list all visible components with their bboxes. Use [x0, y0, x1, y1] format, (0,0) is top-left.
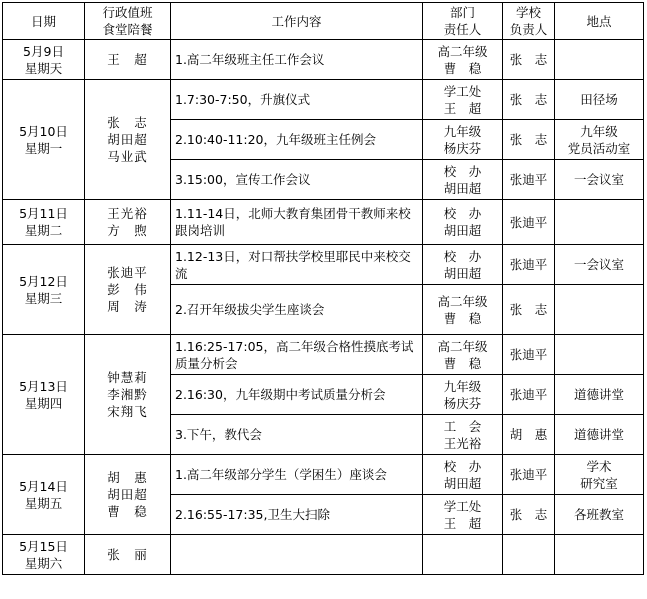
duty-staff-cell: 王 超	[85, 40, 171, 80]
header-place	[555, 3, 644, 40]
location-cell: 各班教室	[555, 495, 644, 535]
work-content-cell: 2.召开年级拔尖学生座谈会	[171, 285, 423, 335]
date-cell: 5月15日 星期六	[3, 535, 85, 575]
work-content-cell: 3.下午，教代会	[171, 415, 423, 455]
header-date	[3, 3, 85, 40]
school-responsible-cell	[503, 535, 555, 575]
work-content-cell	[171, 535, 423, 575]
header-school	[503, 3, 555, 40]
dept-responsible-cell: 高二年级 曹 稳	[423, 285, 503, 335]
location-cell: 九年级 党员活动室	[555, 120, 644, 160]
header-date-text: 日期	[30, 13, 56, 29]
date-cell: 5月11日 星期二	[3, 200, 85, 245]
work-content-cell: 2.16:55-17:35,卫生大扫除	[171, 495, 423, 535]
duty-staff-cell: 张迪平 彭 伟 周 涛	[85, 245, 171, 335]
table-row	[3, 200, 644, 245]
work-content-cell: 2.16:30，九年级期中考试质量分析会	[171, 375, 423, 415]
work-content-cell: 2.10:40-11:20，九年级班主任例会	[171, 120, 423, 160]
dept-responsible-cell: 九年级 杨庆芬	[423, 120, 503, 160]
school-responsible-cell: 张 志	[503, 285, 555, 335]
school-responsible-cell: 张 志	[503, 120, 555, 160]
table-row	[3, 245, 644, 285]
table-row	[3, 40, 644, 80]
location-cell	[555, 285, 644, 335]
school-responsible-cell: 张 志	[503, 80, 555, 120]
duty-staff-cell: 王光裕 方 煦	[85, 200, 171, 245]
date-cell: 5月13日 星期四	[3, 335, 85, 455]
location-cell: 田径场	[555, 80, 644, 120]
work-content-cell: 3.15:00，宣传工作会议	[171, 160, 423, 200]
dept-responsible-cell	[423, 535, 503, 575]
dept-responsible-cell: 校 办 胡田超	[423, 455, 503, 495]
header-place-text: 地点	[586, 13, 612, 29]
header-dept-text: 部门 责任人	[443, 5, 482, 37]
school-responsible-cell: 张迪平	[503, 375, 555, 415]
dept-responsible-cell: 高二年级 曹 稳	[423, 335, 503, 375]
duty-staff-cell: 张 志 胡田超 马业武	[85, 80, 171, 200]
dept-responsible-cell: 校 办 胡田超	[423, 200, 503, 245]
work-content-cell: 1.高二年级班主任工作会议	[171, 40, 423, 80]
duty-staff-cell: 钟慧莉 李湘黔 宋翔飞	[85, 335, 171, 455]
date-cell: 5月9日 星期天	[3, 40, 85, 80]
dept-responsible-cell: 高二年级 曹 稳	[423, 40, 503, 80]
header-duty-text: 行政值班 食堂陪餐	[102, 5, 153, 37]
header-dept	[423, 3, 503, 40]
school-responsible-cell: 张迪平	[503, 245, 555, 285]
table-row	[3, 335, 644, 375]
header-row	[3, 3, 644, 40]
duty-staff-cell: 张 丽	[85, 535, 171, 575]
weekly-schedule-table	[2, 2, 644, 575]
location-cell: 道德讲堂	[555, 375, 644, 415]
table-row	[3, 455, 644, 495]
work-content-cell: 1.16:25-17:05，高二年级合格性摸底考试质量分析会	[171, 335, 423, 375]
header-duty	[85, 3, 171, 40]
dept-responsible-cell: 九年级 杨庆芬	[423, 375, 503, 415]
location-cell	[555, 535, 644, 575]
school-responsible-cell: 张迪平	[503, 160, 555, 200]
school-responsible-cell: 张迪平	[503, 455, 555, 495]
school-responsible-cell: 张 志	[503, 495, 555, 535]
table-row	[3, 80, 644, 120]
work-content-cell: 1.12-13日，对口帮扶学校里耶民中来校交流	[171, 245, 423, 285]
dept-responsible-cell: 校 办 胡田超	[423, 245, 503, 285]
location-cell	[555, 40, 644, 80]
work-content-cell: 1.高二年级部分学生（学困生）座谈会	[171, 455, 423, 495]
dept-responsible-cell: 学工处 王 超	[423, 495, 503, 535]
location-cell: 学术 研究室	[555, 455, 644, 495]
date-cell: 5月10日 星期一	[3, 80, 85, 200]
school-responsible-cell: 张迪平	[503, 200, 555, 245]
header-content	[171, 3, 423, 40]
dept-responsible-cell: 校 办 胡田超	[423, 160, 503, 200]
location-cell: 道德讲堂	[555, 415, 644, 455]
school-responsible-cell: 胡 惠	[503, 415, 555, 455]
header-school-text: 学校 负责人	[509, 5, 548, 37]
location-cell	[555, 335, 644, 375]
header-content-text: 工作内容	[271, 13, 322, 29]
location-cell	[555, 200, 644, 245]
work-content-cell: 1.11-14日，北师大教育集团骨干教师来校跟岗培训	[171, 200, 423, 245]
dept-responsible-cell: 学工处 王 超	[423, 80, 503, 120]
date-cell: 5月12日 星期三	[3, 245, 85, 335]
table-row	[3, 535, 644, 575]
school-responsible-cell: 张 志	[503, 40, 555, 80]
date-cell: 5月14日 星期五	[3, 455, 85, 535]
dept-responsible-cell: 工 会 王光裕	[423, 415, 503, 455]
work-content-cell: 1.7:30-7:50，升旗仪式	[171, 80, 423, 120]
location-cell: 一会议室	[555, 245, 644, 285]
duty-staff-cell: 胡 惠 胡田超 曹 稳	[85, 455, 171, 535]
location-cell: 一会议室	[555, 160, 644, 200]
schedule-body	[3, 40, 644, 575]
school-responsible-cell: 张迪平	[503, 335, 555, 375]
